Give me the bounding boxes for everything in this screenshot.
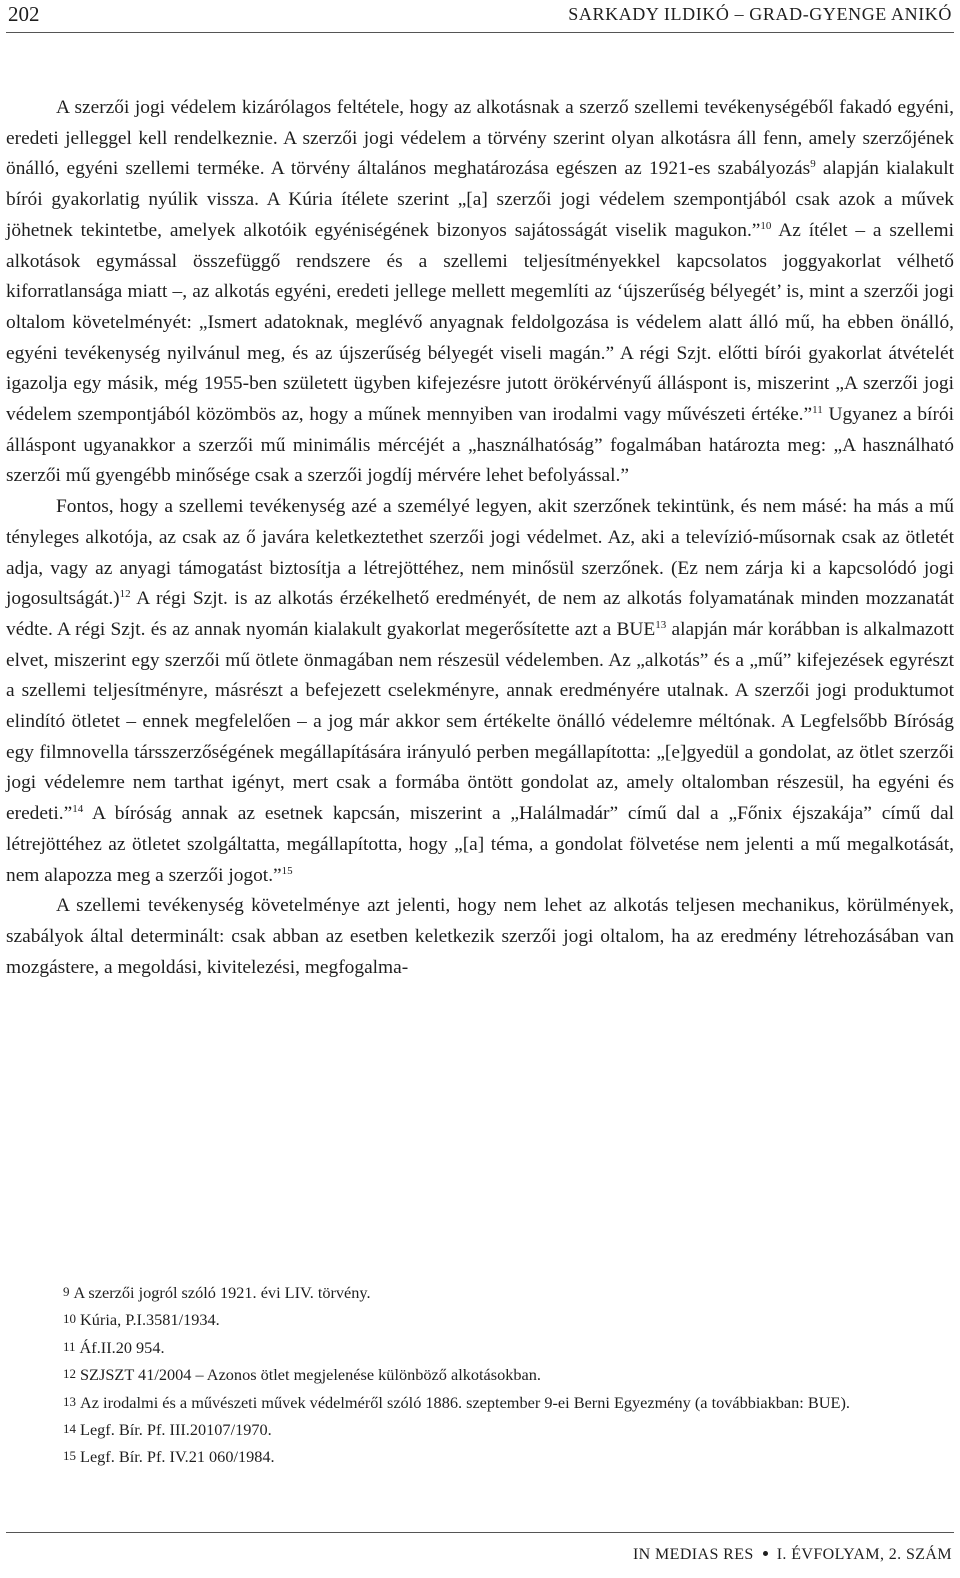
footnote-ref-10[interactable]: 10: [760, 219, 772, 232]
footnote-text: A szerzői jogról szóló 1921. évi LIV. törvény.: [73, 1283, 371, 1302]
footnote-14: [6, 1416, 954, 1443]
bullet-separator-icon: [763, 1551, 768, 1556]
text-run: A bíróság annak az esetnek kapcsán, miszerint a „Halálmadár” című dal a „Főnix éjszakája” című dal létrejöttéhez az ötletet szolgáltatta, megállapította, hogy „[a] téma, a gondolat fölvetése nem jelenti a mű megalkotását, nem alapozza meg a szerzői jogot.”: [6, 803, 954, 886]
footnote-text: SZJSZT 41/2004 – Azonos ötlet megjelenése különböző alkotásokban.: [80, 1365, 541, 1385]
text-run: alapján már korábban is alkalmazott elvet, miszerint egy szerzői mű ötlete önmagában nem részesül védelemben. Az „alkotás” és a „mű” kifejezések egyrészt a szellemi teljesítményre, másrészt a befejezett cselekményre, annak eredményére utalnak. A szerzői jogi produktumot elindító ötletet – ennek megfelelően – a jog már akkor sem értékelte önálló védelemre méltónak. A Legfelsőbb Bíróság egy filmnovella társszerzőségének megállapítására irányuló perben megállapította: „[e]gyedül a gondolat, az ötlet szerzői jogi védelemre nem tarthat igényt, mert csak a formába öntött gondolat az, amely oltalomban részesül, ha egyéni és eredeti.”: [6, 618, 955, 825]
footnote-number: 11: [63, 1338, 76, 1354]
footnotes: [6, 1279, 954, 1471]
footnote-9: [6, 1279, 954, 1306]
running-head-authors: SARKADY ILDIKÓ – GRAD-GYENGE ANIKÓ: [568, 4, 952, 24]
footnote-10: [6, 1306, 954, 1333]
footnote-15: [6, 1443, 954, 1470]
footnote-number: 12: [63, 1366, 76, 1382]
journal-info: [633, 1546, 952, 1564]
footnote-11: [6, 1334, 954, 1361]
footnote-text: Kúria, P.I.3581/1934.: [80, 1310, 220, 1330]
footnote-text: Legf. Bír. Pf. IV.21 060/1984.: [80, 1447, 275, 1467]
page-header: [6, 0, 954, 33]
text-run: Az ítélet – a szellemi alkotások egymással összefüggő rendszere és a szellemi teljesítményekkel kapcsolatos joggyakorlat vélhető kiforratlansága miatt –, az alkotás egyéni, eredeti jellege mellett megemlíti az ‘újszerűség bélyegét’ is, mint a szerzői jogi oltalom követelményét: „Ismert adatoknak, meglévő anyagnak feldolgozása is védelem alatt álló mű, ha ebben önálló, egyéni tevékenység nyilvánul meg, és az újszerűség bélyegét viseli magán.” A régi Szjt. előtti bírói gyakorlat átvételét igazolja egy másik, még 1955-ben született ügyben kifejezésre jutott örökérvényű álláspont is, miszerint „A szerzői jogi védelem szempontjából közömbös az, hogy a műnek mennyiben van irodalmi vagy művészeti értéke.”: [6, 219, 954, 426]
footnote-number: 13: [63, 1393, 76, 1409]
page-footer: [6, 1532, 954, 1578]
footnote-13: [6, 1389, 954, 1416]
footnote-ref-11[interactable]: 11: [812, 404, 823, 417]
footnote-ref-13[interactable]: 13: [655, 618, 667, 631]
paragraph-2: [6, 492, 954, 891]
paragraph-1: [6, 93, 954, 492]
footnote-ref-15[interactable]: 15: [281, 864, 293, 877]
text-run: A régi Szjt. is az alkotás érzékelhető eredményét, de nem az alkotás folyamatának minden mozzanatát védte. A régi Szjt. és az annak nyomán kialakult gyakorlat megerősítette azt a BUE: [6, 588, 954, 640]
footnote-ref-14[interactable]: 14: [72, 803, 84, 816]
journal-issue: I. ÉVFOLYAM, 2. SZÁM: [776, 1546, 952, 1563]
footnote-number: 10: [63, 1311, 76, 1327]
text-run: Fontos, hogy a szellemi tevékenység azé a személyé legyen, akit szerzőnek tekintünk, és nem másé: ha más a mű tényleges alkotója, az csak az ő javára keletkeztethet szerzői jogi védelmet. Az, aki a televízió-műsornak csak az ötletét adja, vagy az anyagi támogatást biztosítja a létrejöttéhez, nem minősül szerzőnek. (Ez nem zárja ki a kapcsolódó jogi jogosultságát.): [6, 496, 954, 610]
footnote-ref-12[interactable]: 12: [119, 588, 131, 601]
footnote-number: 14: [63, 1421, 76, 1437]
footnote-12: [6, 1361, 954, 1388]
text-run: A szerzői jogi védelem kizárólagos feltétele, hogy az alkotásnak a szerző szellemi tevékenységéből fakadó egyéni, eredeti jelleggel kell rendelkeznie. A szerzői jogi védelem a törvény szerint olyan alkotásra áll fenn, amely szerzőjének önálló, egyéni szellemi terméke. A törvény általános meghatározása egészen az 1921-es szabályozás: [6, 97, 954, 180]
paragraph-3: A szellemi tevékenység követelménye azt jelenti, hogy nem lehet az alkotás teljesen mechanikus, körülmények, szabályok által determinált: csak abban az esetben keletkezik szerzői jogi oltalom, ha az eredmény létrehozásában van mozgástere, a megoldási, kivitelezési, megfogalma-: [6, 895, 954, 978]
journal-title: IN MEDIAS RES: [632, 1546, 754, 1563]
footnote-ref-9[interactable]: 9: [810, 158, 816, 171]
footnote-text: Legf. Bír. Pf. III.20107/1970.: [80, 1420, 272, 1440]
text-run: alapján kialakult bírói gyakorlatig nyúlik vissza. A Kúria ítélete szerint „[a] szerzői jogi védelem szempontjából csak azok a művek jöhetnek tekintetbe, amelyek alkotóik egyéniségének bizonyos sajátosságát viselik magukon.”: [6, 158, 954, 241]
footnote-number: 9: [63, 1284, 70, 1299]
footnote-text: Az irodalmi és a művészeti művek védelméről szóló 1886. szeptember 9-ei Berni Egyezmény (a továbbiakban: BUE).: [80, 1392, 850, 1412]
text-run: Ugyanez a bírói álláspont ugyanakkor a szerzői mű minimális mércéjét a „használhatóság” fogalmában határozta meg: „A használható szerzői mű gyengébb minősége csak a szerzői jogdíj mérvére lehet befolyással.”: [6, 404, 954, 487]
page-number: 202: [8, 2, 40, 26]
footnote-number: 15: [63, 1448, 76, 1464]
footnote-text: Áf.II.20 954.: [79, 1337, 165, 1357]
body-text: [6, 93, 954, 983]
